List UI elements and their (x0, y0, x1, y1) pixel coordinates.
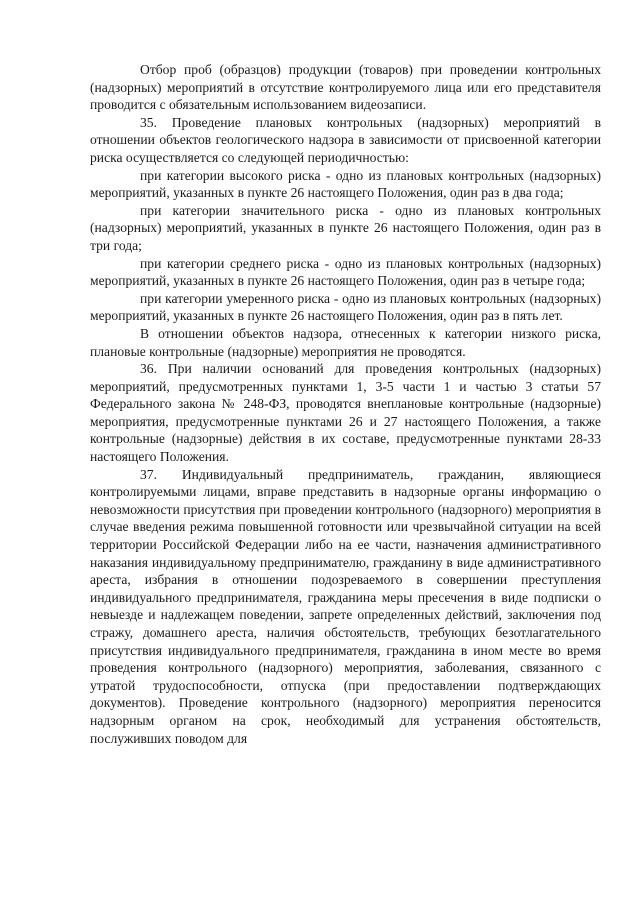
paragraph-35-periodicity: 35. Проведение плановых контрольных (надзорных) мероприятий в отношении объектов геологического надзора в зависимости от присвоенной категории риска осуществляется со следующей периодичностью: (90, 114, 601, 165)
document-body (90, 61, 601, 747)
paragraph-medium-risk: при категории среднего риска - одно из плановых контрольных (надзорных) мероприятий, указанных в пункте 26 настоящего Положения, один раз в четыре года; (90, 255, 601, 289)
paragraph-36-unscheduled: 36. При наличии оснований для проведения контрольных (надзорных) мероприятий, предусмотренных пунктами 1, 3-5 части 1 и частью 3 статьи 57 Федерального закона № 248-ФЗ, проводятся внеплановые контрольные (надзорные) мероприятия, предусмотренные пунктами 26 и 27 настоящего Положения, а также контрольные (надзорные) действия в их составе, предусмотренные пунктами 28-33 настоящего Положения. (90, 361, 601, 465)
paragraph-moderate-risk: при категории умеренного риска - одно из плановых контрольных (надзорных) мероприятий, указанных в пункте 26 настоящего Положения, один раз в пять лет. (90, 290, 601, 324)
paragraph-significant-risk: при категории значительного риска - одно из плановых контрольных (надзорных) мероприятий, указанных в пункте 26 настоящего Положения, один раз в три года; (90, 202, 601, 253)
paragraph-sampling-video: Отбор проб (образцов) продукции (товаров) при проведении контрольных (надзорных) мероприятий в отсутствие контролируемого лица или его представителя проводится с обязательным использованием видеозаписи. (90, 62, 601, 113)
paragraph-37-postponement: 37. Индивидуальный предприниматель, гражданин, являющиеся контролируемыми лицами, вправе представить в надзорные органы информацию о невозможности присутствия при проведении контрольного (надзорного) мероприятия в случае введения режима повышенной готовности или чрезвычайной ситуации на всей территории Российской Федерации либо на ее части, назначения административного наказания индивидуальному предпринимателю, гражданину в виде административного ареста, избрания в отношении подозреваемого в совершении преступления индивидуального предпринимателя, гражданина меры пресечения в виде подписки о невыезде и надлежащем поведении, запрете определенных действий, заключения под стражу, домашнего ареста, наличия обстоятельств, требующих безотлагательного присутствия индивидуального предпринимателя, гражданина в ином месте во время проведения контрольного (надзорного) мероприятия, заболевания, связанного с утратой трудоспособности, отпуска (при предоставлении подтверждающих документов). Проведение контрольного (надзорного) мероприятия переносится надзорным органом на срок, необходимый для устранения обстоятельств, послуживших поводом для (90, 466, 601, 746)
paragraph-high-risk: при категории высокого риска - одно из плановых контрольных (надзорных) мероприятий, указанных в пункте 26 настоящего Положения, один раз в два года; (90, 167, 601, 201)
paragraph-low-risk: В отношении объектов надзора, отнесенных к категории низкого риска, плановые контрольные (надзорные) мероприятия не проводятся. (90, 325, 601, 359)
